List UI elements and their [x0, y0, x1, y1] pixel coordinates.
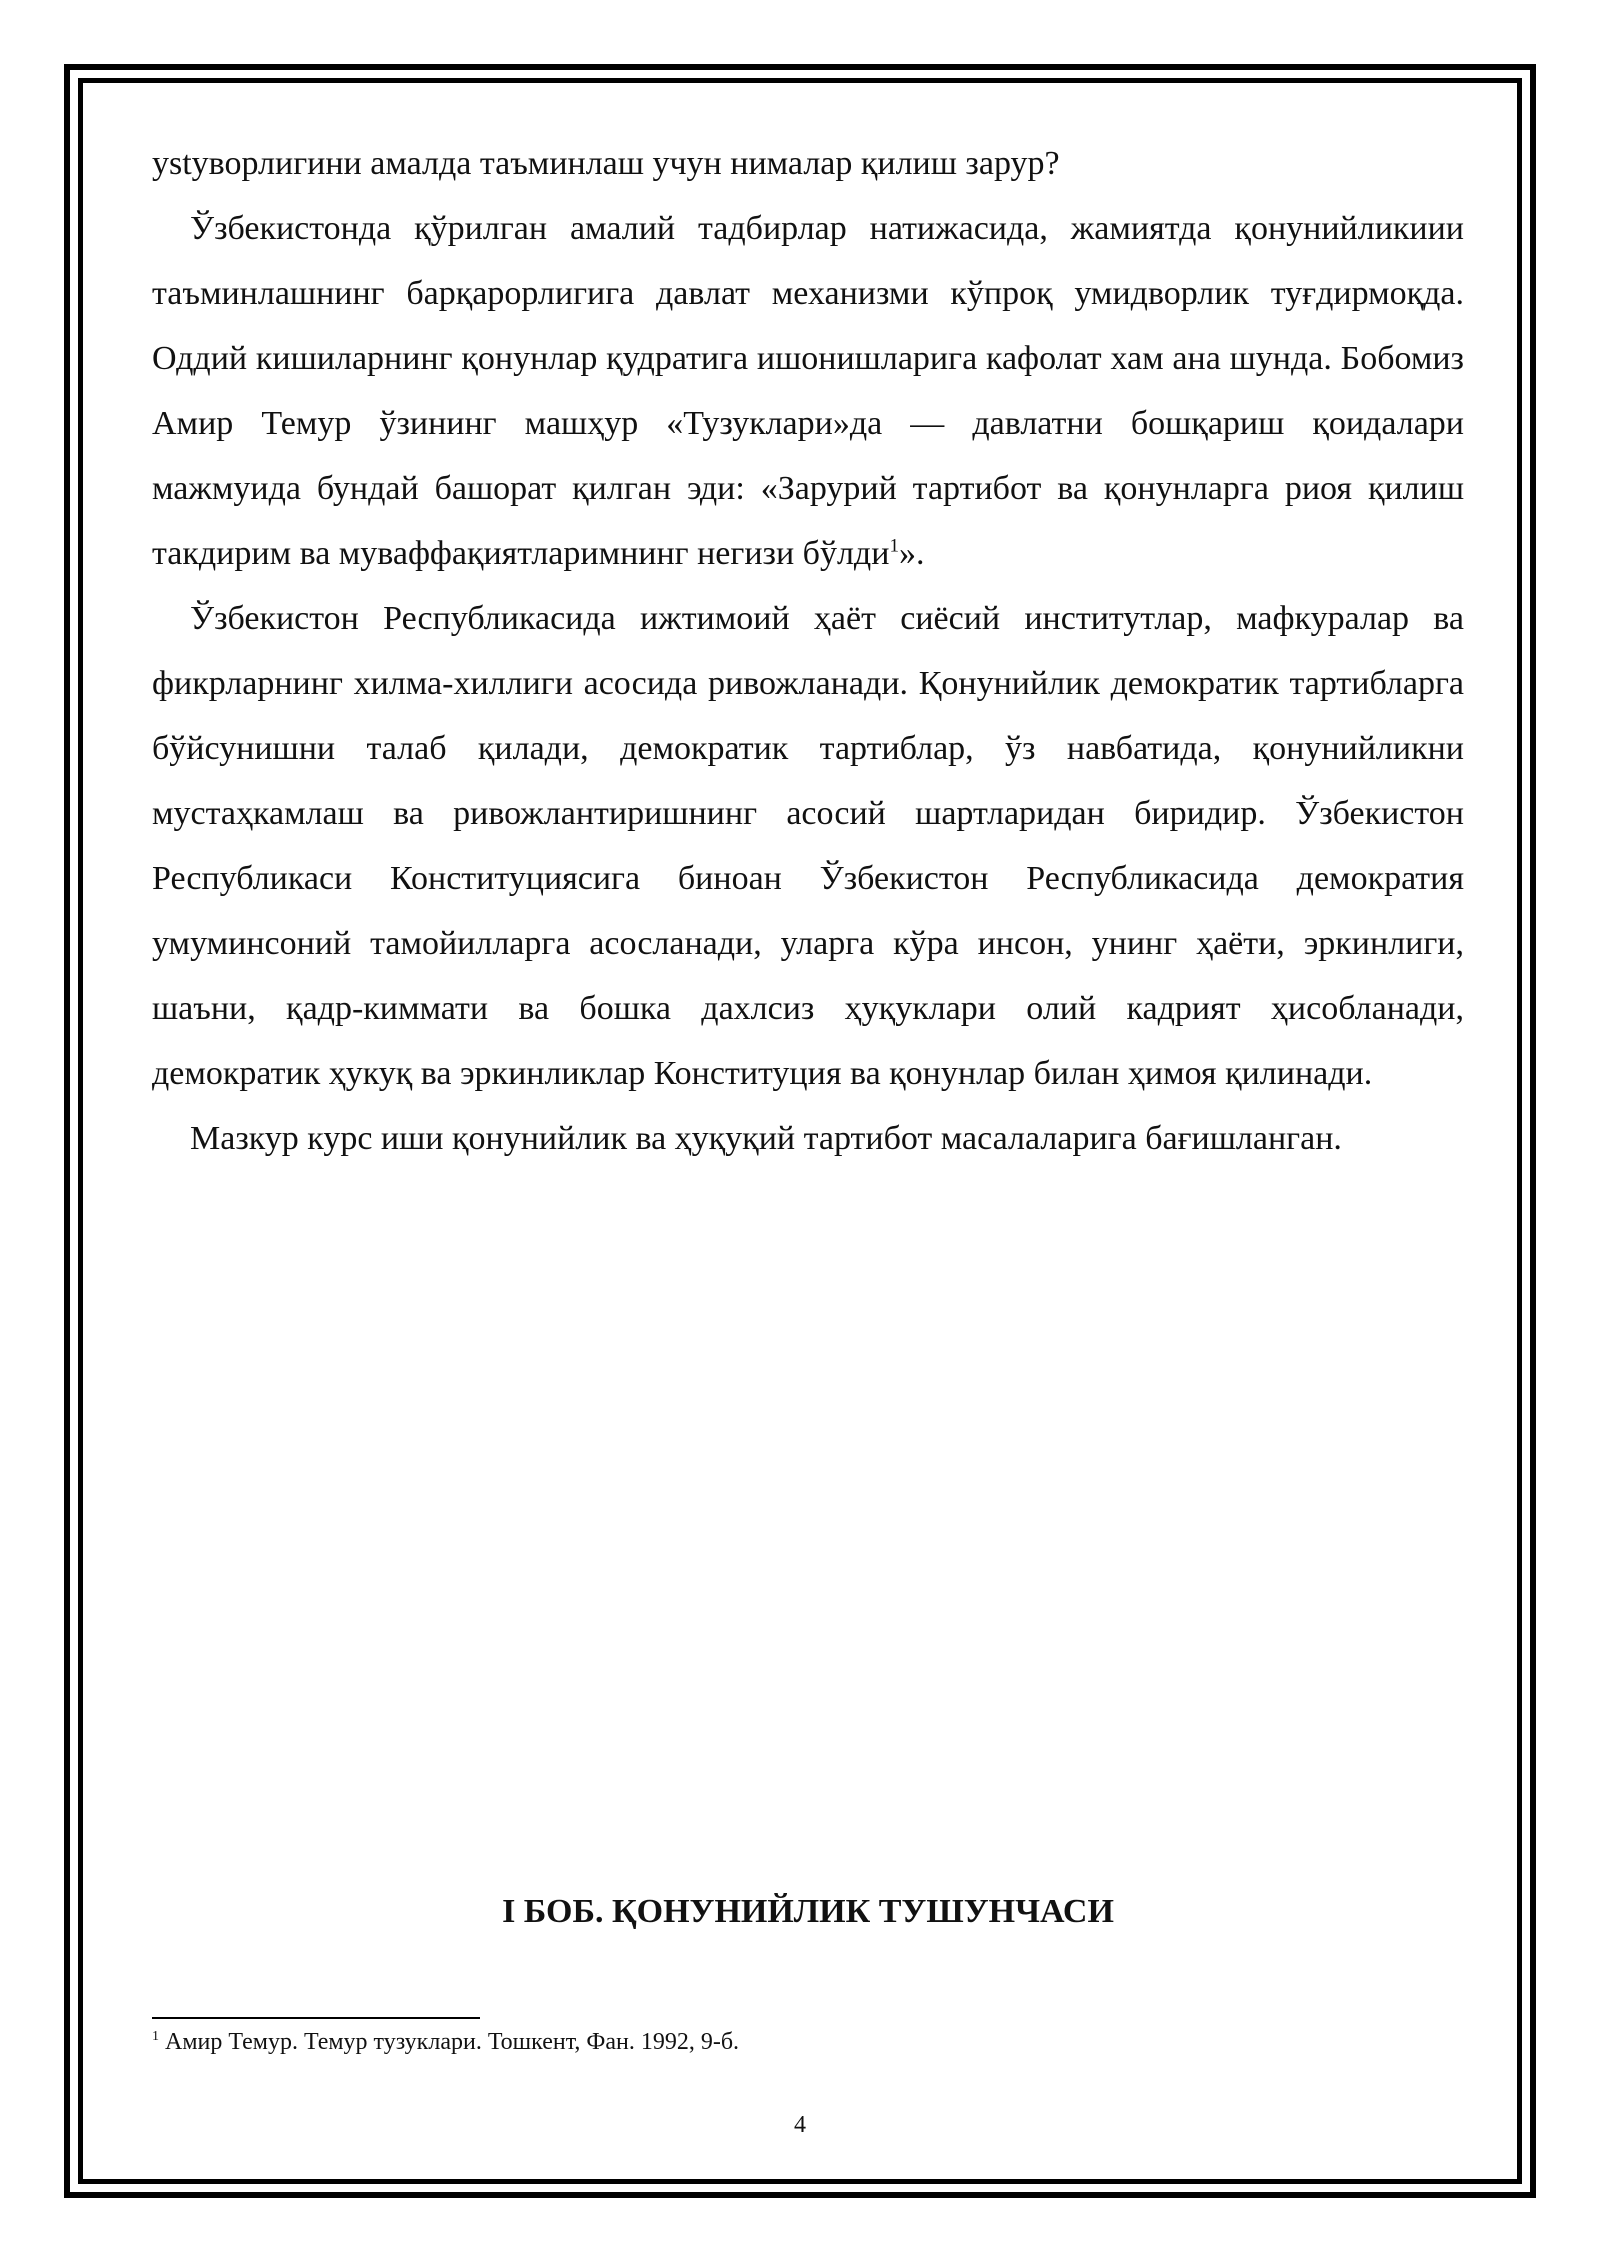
footnote-reference[interactable]: 1: [889, 535, 899, 557]
footnote-text: Амир Темур. Темур тузуклари. Тошкент, Фан. 1992, 9-б.: [159, 2029, 740, 2055]
chapter-heading: I БОБ. ҚОНУНИЙЛИК ТУШУНЧАСИ: [502, 1893, 1114, 1930]
paragraph-1-tail: ».: [898, 535, 925, 572]
footnote-separator: [152, 2017, 480, 2019]
footnote: [152, 2026, 739, 2058]
paragraph-3: Мазкур курс иши қонунийлик ва ҳуқуқий тартибот масалаларига бағишланган.: [190, 1120, 1342, 1157]
footnote-marker: 1: [152, 2029, 159, 2044]
paragraph-1-text: Ўзбекистонда қўрилган амалий тадбирлар натижасида, жамиятда қонунийликиии таъминлашнинг барқарорлигига давлат механизми кўпроқ умидворлик туғдирмоқда. Оддий кишиларнинг қонунлар қудратига ишонишларига кафолат хам ана шунда. Бобомиз Амир Темур ўзининг машҳур «Тузуклари»да — давлатни бошқариш қоидалари мажмуида бундай башорат қилган эди: «Зарурий тартибот ва қонунларга риоя қилиш такдирим ва муваффақиятларимнинг негизи бўлди: [152, 210, 1464, 572]
paragraph-2: Ўзбекистон Республикасида ижтимоий ҳаёт сиёсий институтлар, мафкуралар ва фикрларнинг хилма-хиллиги асосида ривожланади. Қонунийлик демократик тартибларга бўйсунишни талаб қилади, демократик тартиблар, ўз навбатида, қонунийликни мустаҳкамлаш ва ривожлантиришнинг асосий шартларидан биридир. Ўзбекистон Республикаси Конституциясига биноан Ўзбекистон Республикасида демократия умуминсоний тамойилларга асосланади, уларга кўра инсон, унинг ҳаёти, эркинлиги, шаъни, қадр-киммати ва бошка дахлсиз ҳуқуклари олий кадрият ҳисобланади, демократик ҳукуқ ва эркинликлар Конституция ва қонунлар билан ҳимоя қилинади.: [152, 600, 1464, 1092]
body-text: [152, 131, 1464, 1171]
continuation-line: уstуворлигини амалда таъминлаш учун нималар қилиш зарур?: [152, 145, 1060, 182]
paragraph-1: [152, 196, 1464, 586]
page-number: 4: [794, 2112, 806, 2138]
